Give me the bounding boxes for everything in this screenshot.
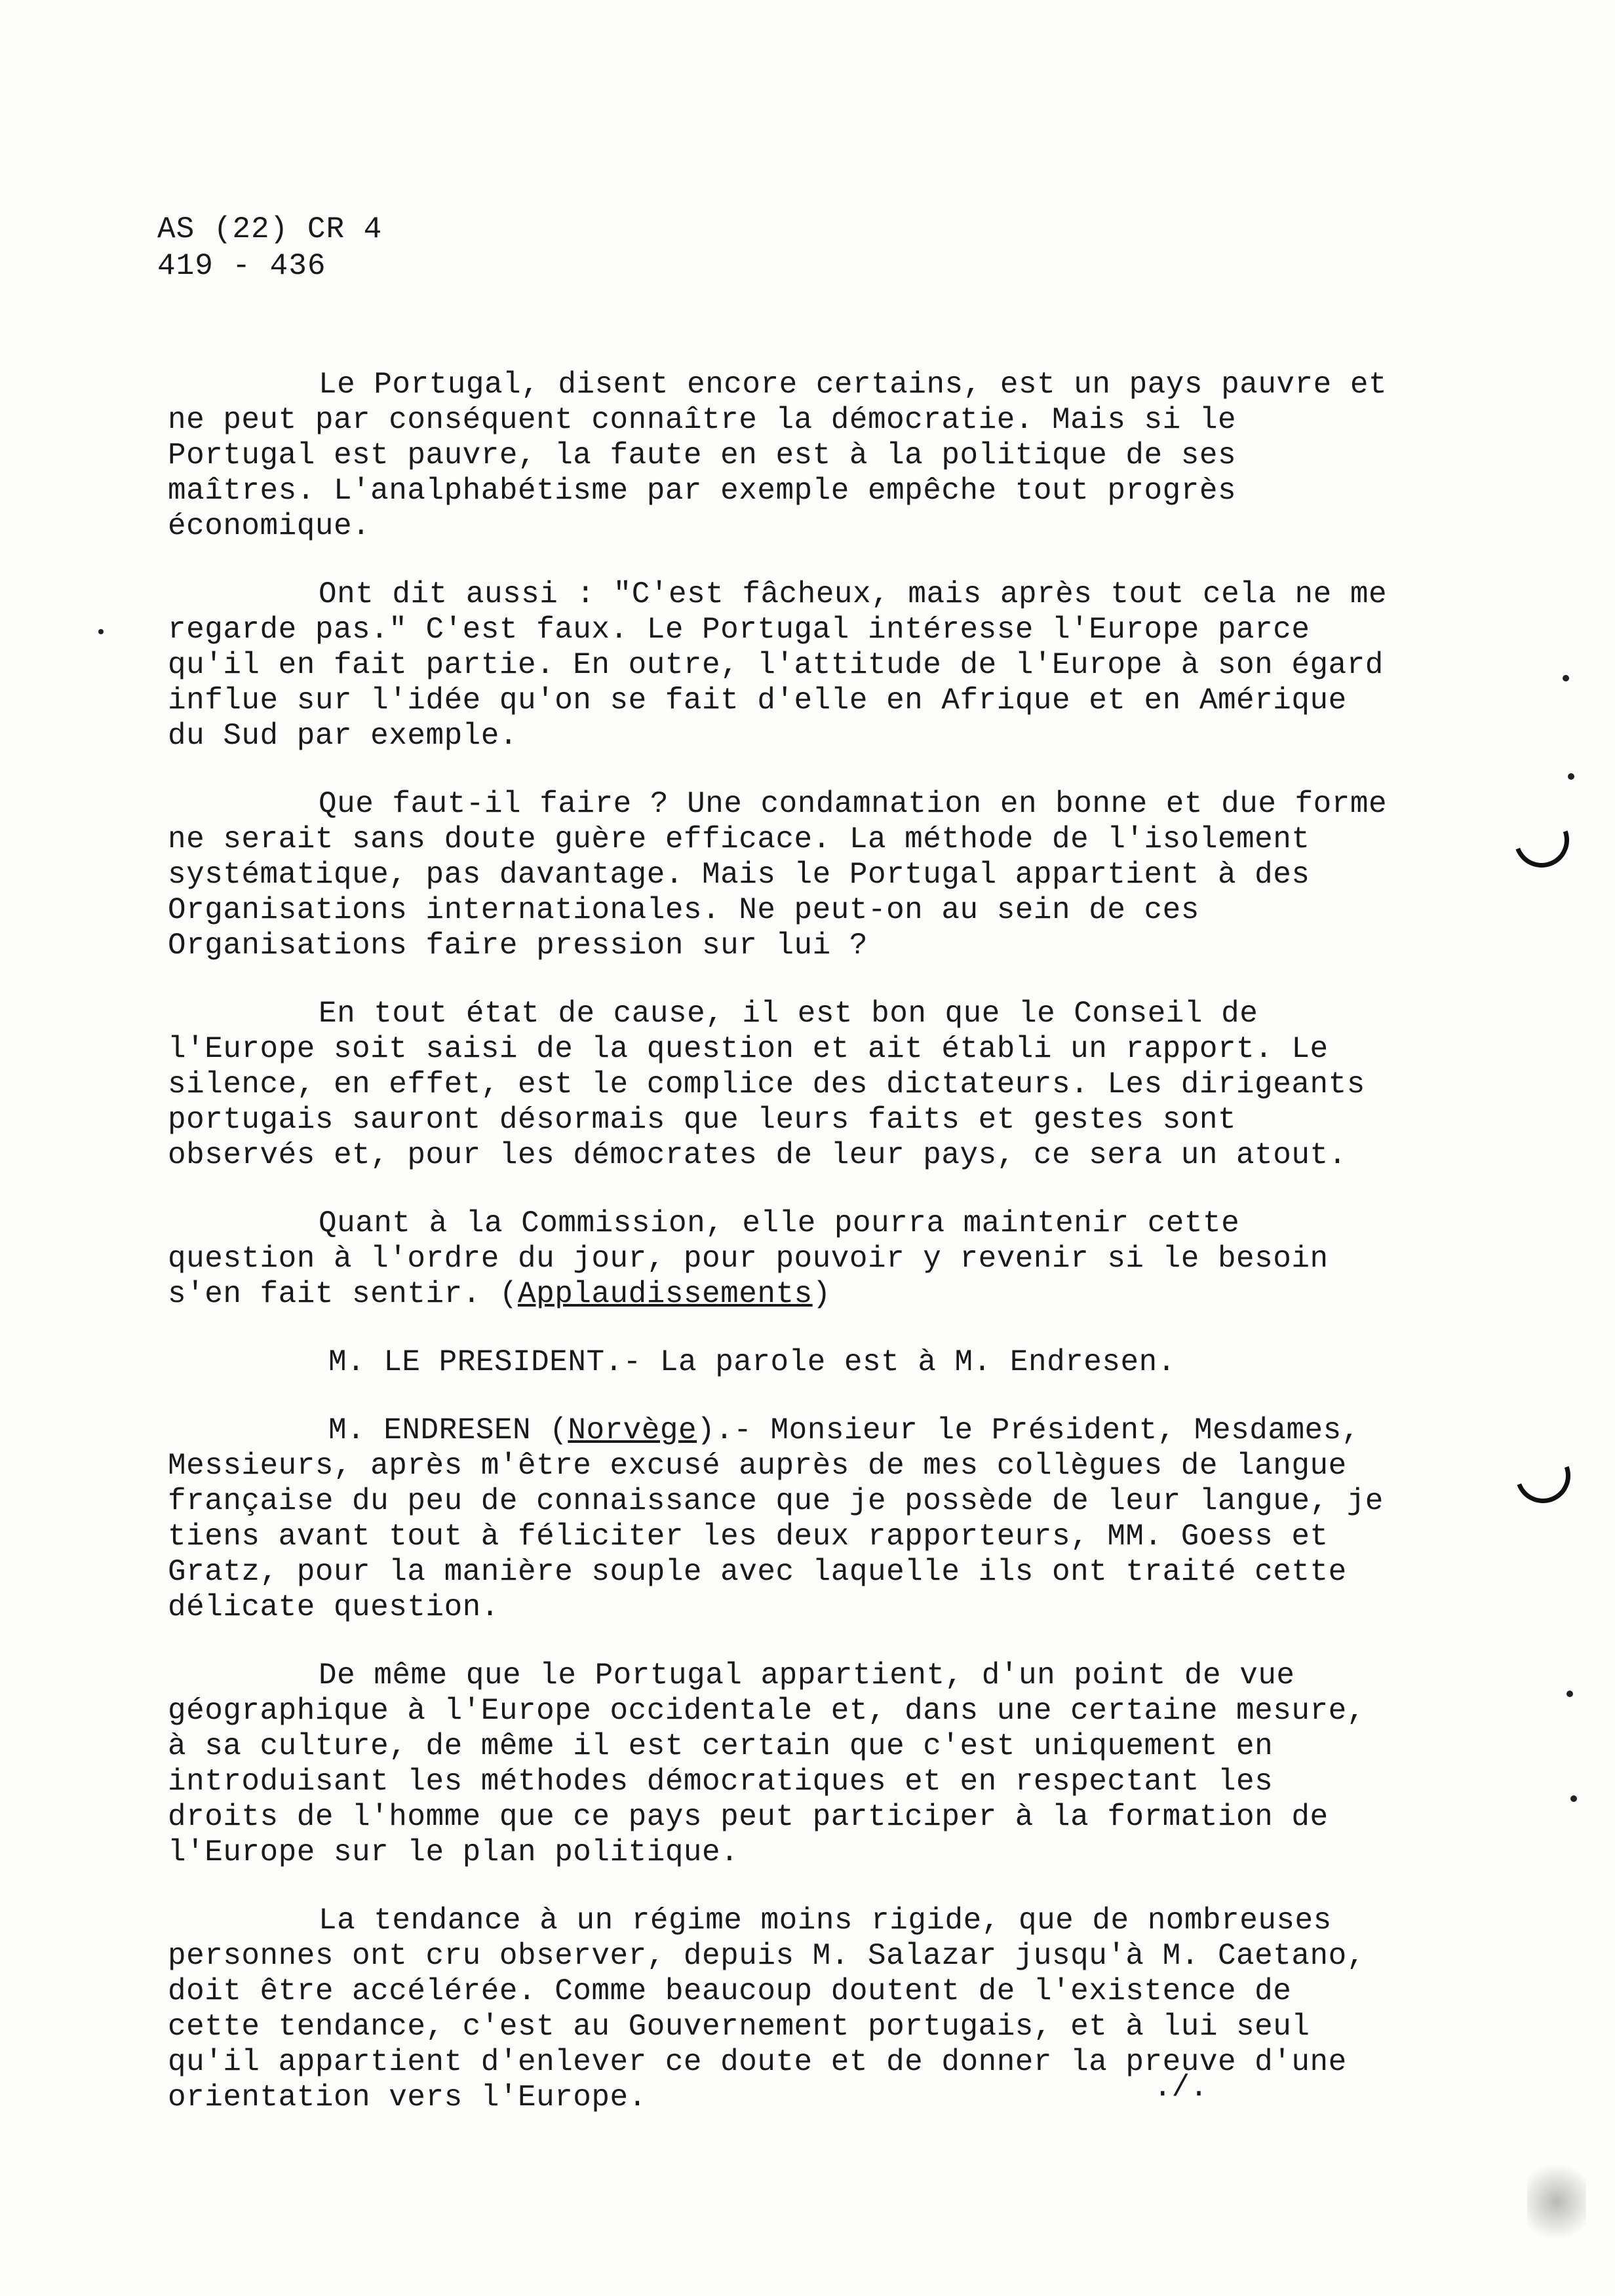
paragraph-2: Ont dit aussi : "C'est fâcheux, mais après tout cela ne me regarde pas." C'est faux. Le Portugal intéresse l'Europe parce qu'il en fait partie. En outre, l'attitude de l'Europe à son égard influe sur l'idée qu'on se fait d'elle en Afrique et en Amérique du Sud par exemple. [168, 577, 1388, 753]
president-statement: M. LE PRESIDENT.- La parole est à M. Endresen. [328, 1345, 1176, 1379]
continuation-mark: ./. [1154, 2071, 1208, 2105]
paragraph-9: La tendance à un régime moins rigide, que de nombreuses personnes ont cru observer, depuis M. Salazar jusqu'à M. Caetano, doit être accélérée. Comme beaucoup doutent de l'existence de cette tendance, c'est au Gouvernement portugais, et à lui seul qu'il appartient d'enlever ce doute et de donner la preuve d'une orientation vers l'Europe. [168, 1904, 1365, 2114]
paragraph-5-text: Quant à la Commission, elle pourra maintenir cette question à l'ordre du jour, pour pouvoir y revenir si le besoin s'en fait sentir. ( [168, 1206, 1329, 1311]
paragraph-8: De même que le Portugal appartient, d'un point de vue géographique à l'Europe occidentale et, dans une certaine mesure, à sa culture, de même il est certain que c'est uniquement en introduisant les méthodes démocratiques et en respectant les droits de l'homme que ce pays peut participer à la formation de l'Europe sur le plan politique. [168, 1658, 1365, 1869]
document-body [168, 367, 1400, 2148]
ink-speck [1566, 1691, 1573, 1697]
reference-pages: 419 - 436 [157, 249, 326, 283]
scan-smudge [1527, 2156, 1586, 2248]
paragraph-3: Que faut-il faire ? Une condamnation en bonne et due forme ne serait sans doute guère efficace. La méthode de l'isolement systématique, pas davantage. Mais le Portugal appartient à des Organisations internationales. Ne peut-on au sein de ces Organisations faire pression sur lui ? [168, 787, 1388, 963]
paragraph-5 [168, 1206, 1400, 1312]
ink-speck [98, 629, 104, 634]
ink-speck [1568, 773, 1574, 780]
reference-code: AS (22) CR 4 [157, 212, 383, 246]
ink-speck [1563, 675, 1569, 681]
punch-hole-mark [1505, 803, 1578, 877]
applause-note: Applaudissements [518, 1277, 813, 1311]
punch-hole-mark [1506, 1439, 1580, 1512]
paragraph-1: Le Portugal, disent encore certains, est un pays pauvre et ne peut par conséquent connaître la démocratie. Mais si le Portugal est pauvre, la faute en est à la politique de ses maîtres. L'analphabétisme par exemple empêche tout progrès économique. [168, 368, 1388, 543]
paragraph-endresen-text: ).- Monsieur le Président, Mesdames, Messieurs, après m'être excusé auprès de mes collègues de langue française du peu de connaissance que je possède de leur langue, je tiens avant tout à féliciter les deux rapporteurs, MM. Goess et Gratz, pour la manière souple avec laquelle ils ont traité cette délicate question. [168, 1413, 1384, 1624]
speaker-country: Norvège [568, 1413, 697, 1447]
paragraph-5-close: ) [812, 1277, 831, 1311]
speaker-name: M. ENDRESEN ( [328, 1413, 568, 1447]
document-reference [157, 211, 382, 284]
paragraph-endresen [168, 1413, 1400, 1625]
paragraph-4: En tout état de cause, il est bon que le Conseil de l'Europe soit saisi de la question et ait établi un rapport. Le silence, en effet, est le complice des dictateurs. Les dirigeants portugais sauront désormais que leurs faits et gestes sont observés et, pour les démocrates de leur pays, ce sera un atout. [168, 997, 1365, 1172]
ink-speck [1570, 1795, 1577, 1802]
